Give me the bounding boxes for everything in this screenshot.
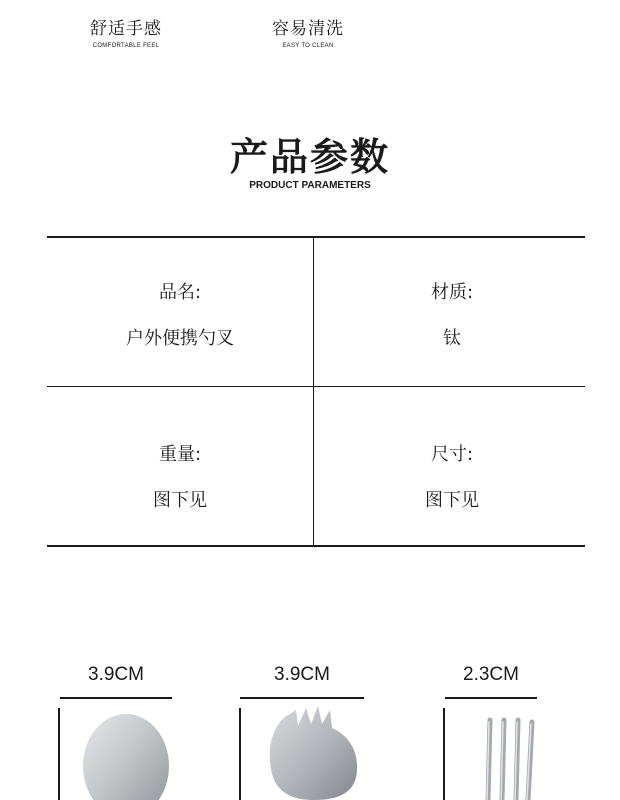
dimension-line-spork xyxy=(240,697,364,699)
feature-title: 容易清洗 xyxy=(272,19,344,39)
param-cell-name xyxy=(47,278,313,350)
dimension-line-spoon xyxy=(60,697,172,699)
section-subtitle: PRODUCT PARAMETERS xyxy=(249,180,371,191)
feature-title: 舒适手感 xyxy=(90,19,162,39)
section-title: 产品参数 xyxy=(229,135,390,179)
param-label: 材质: xyxy=(430,282,474,303)
table-divider-horizontal xyxy=(47,386,585,387)
height-marker-fork xyxy=(443,708,445,800)
spoon-image xyxy=(76,702,176,800)
feature-subtitle: COMFORTABLE FEEL xyxy=(92,43,160,49)
param-label: 尺寸: xyxy=(430,444,474,465)
fork-image xyxy=(478,716,542,800)
param-value: 图下见 xyxy=(153,490,207,511)
parameters-table xyxy=(47,236,585,547)
dimension-label-fork: 2.3CM xyxy=(463,664,519,685)
feature-subtitle: EASY TO CLEAN xyxy=(282,43,334,49)
feature-comfortable-feel xyxy=(56,14,196,49)
dimension-label-spork: 3.9CM xyxy=(274,664,330,685)
dimension-line-fork xyxy=(445,697,537,699)
param-cell-weight xyxy=(47,440,313,512)
param-value: 钛 xyxy=(443,328,461,349)
param-cell-material xyxy=(319,278,585,350)
param-label: 品名: xyxy=(158,282,202,303)
param-value: 户外便携勺叉 xyxy=(126,328,234,349)
param-cell-size xyxy=(319,440,585,512)
height-marker-spoon xyxy=(58,708,60,800)
feature-easy-to-clean xyxy=(238,14,378,49)
param-value: 图下见 xyxy=(425,490,479,511)
dimension-label-spoon: 3.9CM xyxy=(88,664,144,685)
param-label: 重量: xyxy=(158,444,202,465)
height-marker-spork xyxy=(239,708,241,800)
table-divider-vertical xyxy=(313,238,314,545)
spork-image xyxy=(258,700,368,800)
